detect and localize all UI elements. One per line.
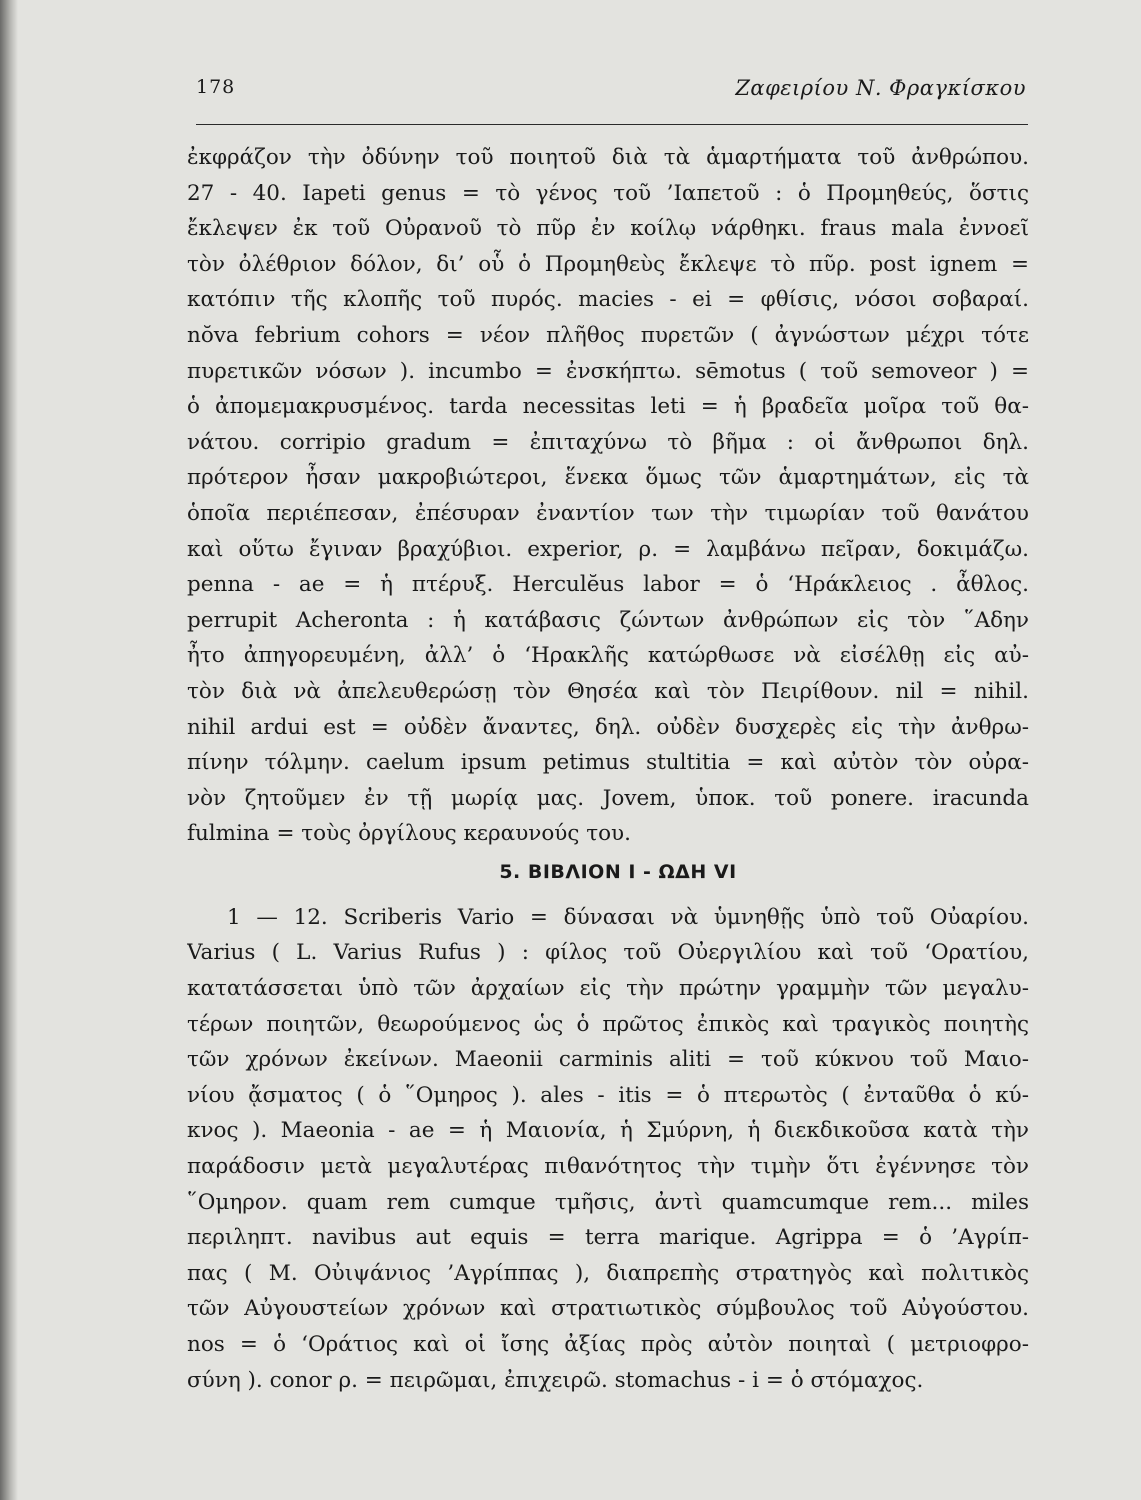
text-line: νίου ᾄσματος ( ὁ ῞Ομηρος ). ales - itis = ὁ πτερωτὸς ( ἐνταῦθα ὁ κύ- xyxy=(187,1082,1029,1108)
text-line: nos = ὁ ‘Οράτιος καὶ οἱ ἴσης ἀξίας πρὸς αὐτὸν ποιηταὶ ( μετριοφρο- xyxy=(187,1332,1029,1357)
text-line: nŏva febrium cohors = νέον πλῆθος πυρετῶν ( ἀγνώστων μέχρι τότε xyxy=(187,322,1029,348)
text-line: πίνην τόλμην. caelum ipsum petimus stultitia = καὶ αὐτὸν τὸν οὐρα- xyxy=(187,750,1029,776)
page-header xyxy=(196,76,1026,104)
text-line: ἔκλεψεν ἐκ τοῦ Οὐρανοῦ τὸ πῦρ ἐν κοίλῳ νάρθηκι. fraus mala ἐννοεῖ xyxy=(187,216,1029,242)
text-line: Varius ( L. Varius Rufus ) : φίλος τοῦ Οὐεργιλίου καὶ τοῦ ‘Ορατίου, xyxy=(187,940,1029,966)
text-line: κατατάσσεται ὑπὸ τῶν ἀρχαίων εἰς τὴν πρώτην γραμμὴν τῶν μεγαλυ- xyxy=(187,976,1029,1002)
text-line: πας ( M. Οὐιψάνιος ’Αγρίππας ), διαπρεπὴς στρατηγὸς καὶ πολιτικὸς xyxy=(187,1260,1029,1286)
text-line: σύνη ). conor ρ. = πειρῶμαι, ἐπιχειρῶ. stomachus - i = ὁ στόμαχος. xyxy=(187,1367,924,1393)
text-line: nihil ardui est = οὐδὲν ἄναντες, δηλ. οὐδὲν δυσχερὲς εἰς τὴν ἀνθρω- xyxy=(187,714,1029,740)
text-line: τὸν διὰ νὰ ἀπελευθερώσῃ τὸν Θησέα καὶ τὸν Πειρίθουν. nil = nihil. xyxy=(187,678,1029,704)
text-line: fulmina = τοὺς ὀργίλους κεραυνούς του. xyxy=(187,821,631,847)
text-line: ἐκφράζον τὴν ὀδύνην τοῦ ποιητοῦ διὰ τὰ ἁμαρτήματα τοῦ ἀνθρώπου. xyxy=(187,145,1029,170)
text-line: penna - ae = ἡ πτέρυξ. Herculĕus labor = ὁ ‘Ηράκλειος . ἆθλος. xyxy=(187,572,1029,598)
text-line: πρότερον ἦσαν μακροβιώτεροι, ἕνεκα ὅμως τῶν ἁμαρτημάτων, εἰς τὰ xyxy=(187,465,1029,491)
text-line: κνος ). Maeonia - ae = ἡ Μαιονία, ἡ Σμύρνη, ἡ διεκδικοῦσα κατὰ τὴν xyxy=(187,1118,1029,1144)
text-line: τὸν ὀλέθριον δόλον, δι’ οὗ ὁ Προμηθεὺς ἔκλεψε τὸ πῦρ. post ignem = xyxy=(187,251,1029,277)
text-line: ἦτο ἀπηγορευμένη, ἀλλ’ ὁ ‘Ηρακλῆς κατώρθωσε νὰ εἰσέλθῃ εἰς αὐ- xyxy=(187,643,1029,669)
header-rule xyxy=(196,124,1028,125)
text-line: ὁ ἀπομεμακρυσμένος. tarda necessitas leti = ἡ βραδεῖα μοῖρα τοῦ θα- xyxy=(187,394,1029,420)
page-number: 178 xyxy=(196,76,236,98)
text-line: τῶν Αὐγουστείων χρόνων καὶ στρατιωτικὸς σύμβουλος τοῦ Αὐγούστου. xyxy=(187,1296,1029,1322)
book-gutter-shadow xyxy=(0,0,18,1500)
running-head: Ζαφειρίου Ν. Φραγκίσκου xyxy=(735,76,1026,100)
text-line: τῶν χρόνων ἐκείνων. Maeonii carminis aliti = τοῦ κύκνου τοῦ Μαιο- xyxy=(187,1047,1029,1073)
commentary-section-2 xyxy=(187,900,1029,1398)
text-line: πυρετικῶν νόσων ). incumbo = ἐνσκήπτω. sēmotus ( τοῦ semoveor ) = xyxy=(187,358,1029,384)
text-line: 1 — 12. Scriberis Vario = δύνασαι νὰ ὑμνηθῇς ὑπὸ τοῦ Οὐαρίου. xyxy=(227,904,1029,930)
text-line: ὁποῖα περιέπεσαν, ἐπέσυραν ἐναντίον των τὴν τιμωρίαν τοῦ θανάτου xyxy=(187,500,1029,526)
text-line: περιληπτ. navibus aut equis = terra marique. Agrippa = ὁ ’Αγρίπ- xyxy=(187,1225,1029,1251)
commentary-section-1 xyxy=(187,140,1029,852)
text-line: τέρων ποιητῶν, θεωρούμενος ὡς ὁ πρῶτος ἐπικὸς καὶ τραγικὸς ποιητὴς xyxy=(187,1011,1029,1037)
page-body xyxy=(187,140,1029,1398)
text-line: 27 - 40. Iapeti genus = τὸ γένος τοῦ ’Ιαπετοῦ : ὁ Προμηθεύς, ὅστις xyxy=(187,180,1029,206)
text-line: κατόπιν τῆς κλοπῆς τοῦ πυρός. macies - ei = φθίσις, νόσοι σοβαραί. xyxy=(187,287,1029,313)
text-line: ῞Ομηρον. quam rem cumque τμῆσις, ἀντὶ quamcumque rem... miles xyxy=(187,1189,1029,1215)
text-line: παράδοσιν μετὰ μεγαλυτέρας πιθανότητος τὴν τιμὴν ὅτι ἐγέννησε τὸν xyxy=(187,1154,1029,1180)
text-line: νὸν ζητοῦμεν ἐν τῇ μωρίᾳ μας. Jovem, ὑποκ. τοῦ ponere. iracunda xyxy=(187,785,1029,811)
section-heading: 5. ΒΙΒΛΙΟΝ Ι - ΩΔΗ VI xyxy=(499,860,737,883)
text-line: νάτου. corripio gradum = ἐπιταχύνω τὸ βῆμα : οἱ ἄνθρωποι δηλ. xyxy=(187,429,1029,455)
text-line: perrupit Acheronta : ἡ κατάβασις ζώντων ἀνθρώπων εἰς τὸν ῞Αδην xyxy=(187,607,1029,633)
text-line: καὶ οὕτω ἔγιναν βραχύβιοι. experior, ρ. = λαμβάνω πεῖραν, δοκιμάζω. xyxy=(187,536,1029,562)
